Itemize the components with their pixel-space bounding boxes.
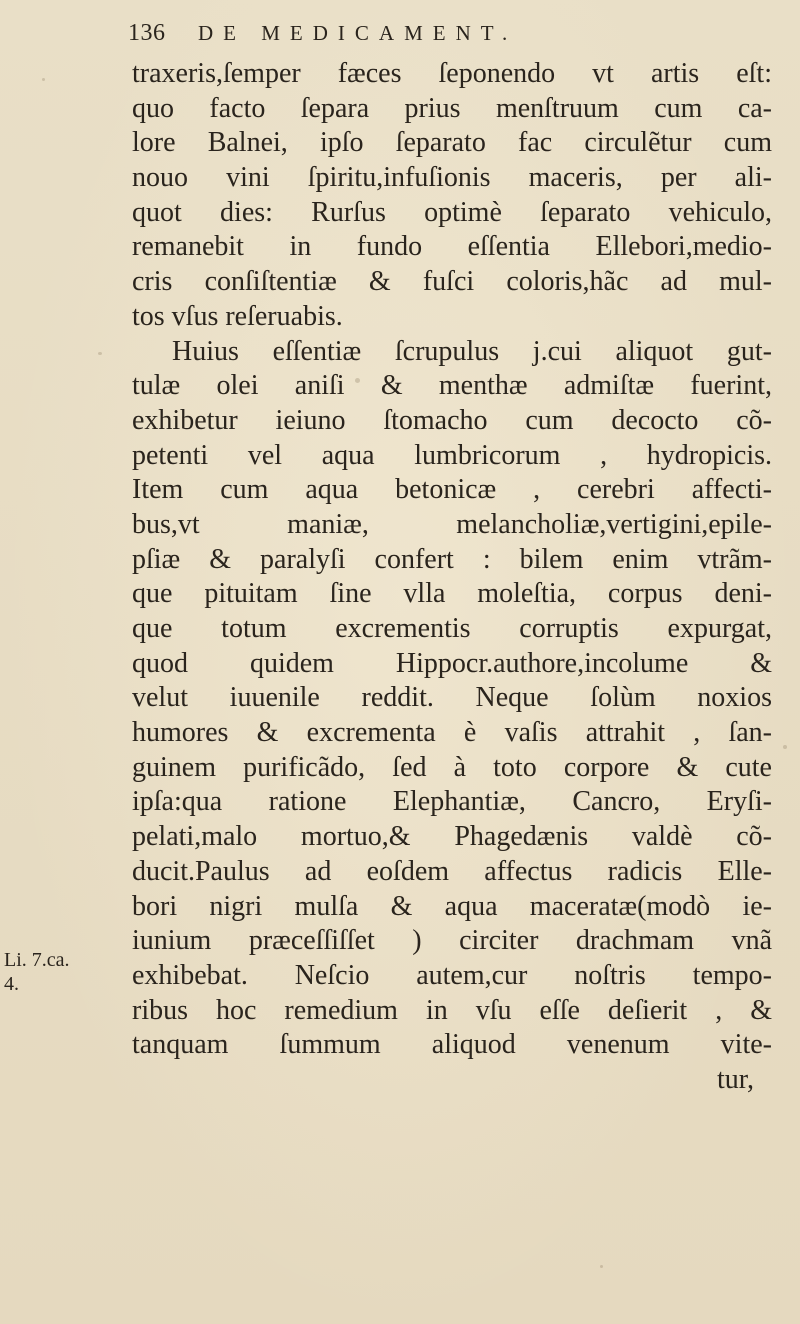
text-line: Huius eſſentiæ ſcrupulus j.cui aliquot gut- bbox=[172, 335, 772, 367]
paper-speck bbox=[98, 352, 102, 355]
paper-speck bbox=[600, 1265, 603, 1268]
paper-speck bbox=[42, 78, 45, 81]
text-line: pelati,malo mortuo,& Phagedænis valdè cõ- bbox=[132, 821, 772, 853]
text-line: remanebit in fundo eſſentia Ellebori,medio- bbox=[132, 231, 772, 263]
marginal-note bbox=[4, 948, 104, 996]
page-number: 136 bbox=[128, 20, 166, 46]
text-line: quo facto ſepara prius menſtruum cum ca- bbox=[132, 92, 772, 124]
marginal-note-line: 4. bbox=[4, 973, 19, 995]
text-line: Item cum aqua betonicæ , cerebri affecti- bbox=[132, 474, 772, 506]
text-line: ipſa:qua ratione Elephantiæ, Cancro, Eryſi- bbox=[132, 786, 772, 818]
page-header bbox=[128, 18, 688, 48]
text-line: ribus hoc remedium in vſu eſſe deſierit , & bbox=[132, 994, 772, 1026]
text-line: nouo vini ſpiritu,infuſionis maceris, per ali- bbox=[132, 162, 772, 194]
text-line: lore Balnei, ipſo ſeparato fac circulẽtur cum bbox=[132, 127, 772, 159]
text-line: bus,vt maniæ, melancholiæ,vertigini,epile- bbox=[132, 508, 772, 540]
text-line: ducit.Paulus ad eoſdem affectus radicis Elle- bbox=[132, 855, 772, 887]
text-line: humores & excrementa è vaſis attrahit , ſan- bbox=[132, 717, 772, 749]
text-line: pſiæ & paralyſi confert : bilem enim vtrãm- bbox=[132, 543, 772, 575]
running-head: DE MEDICAMENT. bbox=[198, 21, 518, 45]
body-text bbox=[132, 57, 772, 1098]
text-line: que totum excrementis corruptis expurgat, bbox=[132, 613, 772, 644]
text-line: exhibetur ieiuno ſtomacho cum decocto cõ- bbox=[132, 404, 772, 436]
text-line: exhibebat. Neſcio autem,cur noſtris tempo- bbox=[132, 959, 772, 991]
text-line: tulæ olei aniſi & menthæ admiſtæ fuerint, bbox=[132, 370, 772, 402]
text-line: traxeris,ſemper fæces ſeponendo vt artis eſt: bbox=[132, 58, 772, 89]
text-line: quod quidem Hippocr.authore,incolume & bbox=[132, 647, 772, 679]
text-line: velut iuuenile reddit. Neque ſolùm noxios bbox=[132, 682, 772, 714]
text-line: que pituitam ſine vlla moleſtia, corpus deni- bbox=[132, 578, 772, 610]
text-line: guinem purificãdo, ſed à toto corpore & cute bbox=[132, 751, 772, 783]
catchword: tur, bbox=[717, 1063, 754, 1095]
text-line: petenti vel aqua lumbricorum , hydropicis. bbox=[132, 439, 772, 471]
text-line: cris conſiſtentiæ & fuſci coloris,hãc ad mul- bbox=[132, 266, 772, 298]
text-line: iunium præceſſiſſet ) circiter drachmam vnã bbox=[132, 925, 772, 957]
paper-speck bbox=[783, 745, 787, 749]
text-line: tos vſus reſeruabis. bbox=[132, 300, 343, 332]
marginal-note-line: Li. 7.ca. bbox=[4, 949, 70, 971]
text-line: tanquam ſummum aliquod venenum vite- bbox=[132, 1029, 772, 1061]
text-line: quot dies: Rurſus optimè ſeparato vehiculo, bbox=[132, 196, 772, 228]
text-line: bori nigri mulſa & aqua maceratæ(modò ie- bbox=[132, 890, 772, 922]
